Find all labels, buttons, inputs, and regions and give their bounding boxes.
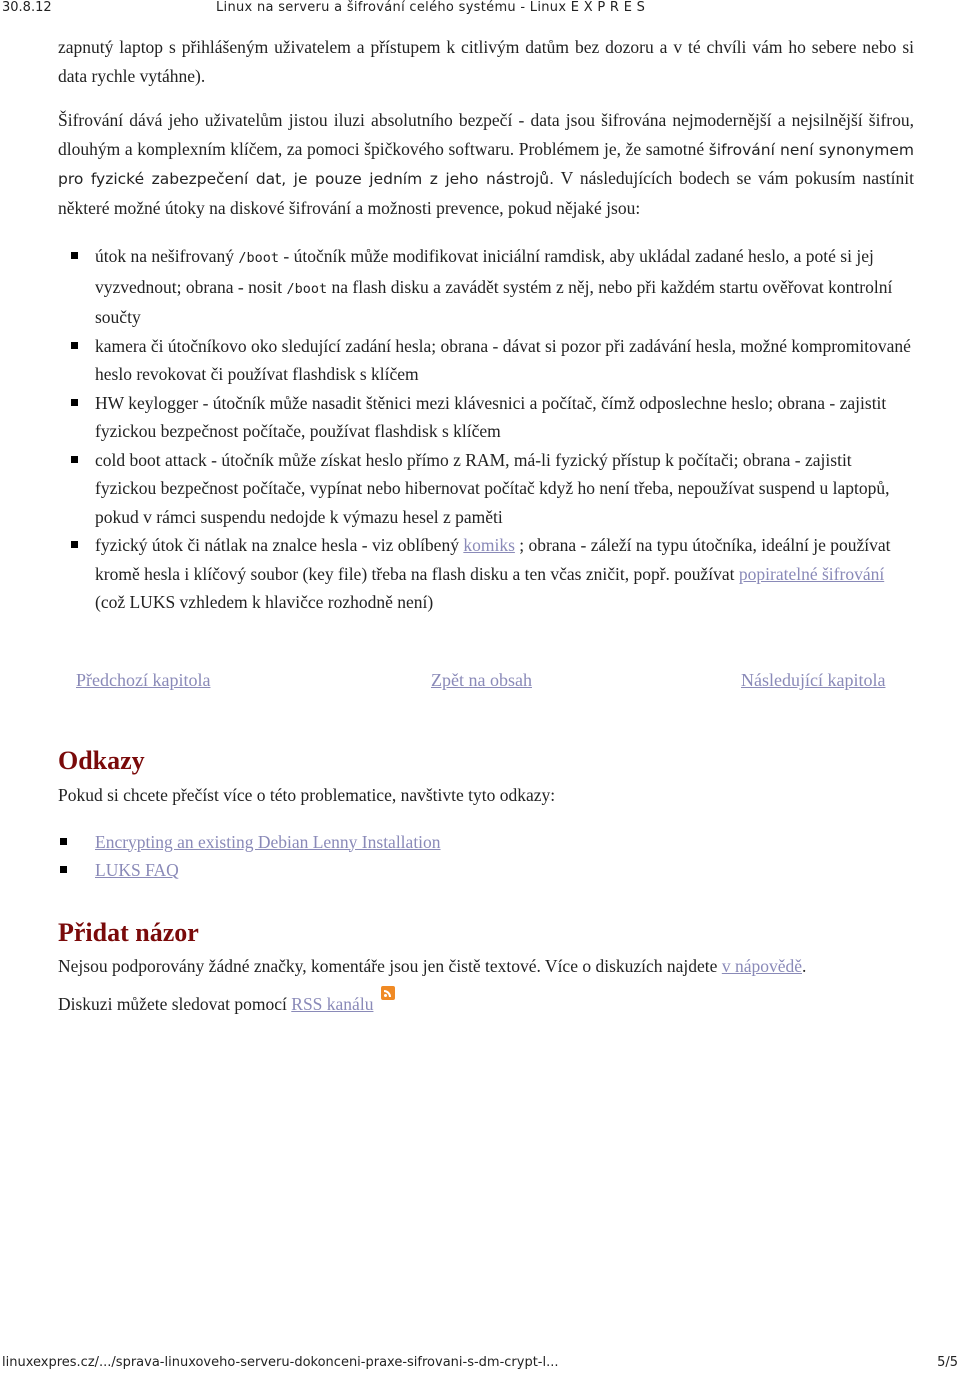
list-item: útok na nešifrovaný /boot - útočník může modifikovat iniciální ramdisk, aby ukládal zadané heslo, a poté si jej vyzvednout; obrana - nosit /boot na flash disku a zavádět systém z něj, nebo při každém startu ověřovat kontrolní součty bbox=[58, 242, 914, 332]
print-date: 30.8.12 bbox=[2, 0, 52, 15]
table-of-contents-link[interactable]: Zpět na obsah bbox=[431, 670, 532, 690]
links-section bbox=[58, 745, 918, 885]
bullet-icon bbox=[60, 866, 67, 873]
print-url: linuxexpres.cz/.../sprava-linuxoveho-serveru-dokonceni-praxe-sifrovani-s-dm-crypt-l... bbox=[2, 1355, 559, 1370]
links-heading: Odkazy bbox=[58, 746, 145, 775]
print-page-title: Linux na serveru a šifrování celého systému - Linux E X P R E S bbox=[216, 0, 646, 15]
links-intro: Pokud si chcete přečíst více o této problematice, navštivte tyto odkazy: bbox=[58, 785, 556, 805]
list-item: HW keylogger - útočník může nasadit štěnici mezi klávesnici a počítač, čímž odposlechne heslo; obrana - zajistit fyzickou bezpečnost počítače, používat flashdisk s klíčem bbox=[58, 389, 914, 446]
rss-feed-link[interactable]: RSS kanálu bbox=[291, 993, 374, 1014]
article-content bbox=[58, 33, 914, 617]
links-list bbox=[58, 828, 918, 885]
luks-faq-link[interactable]: LUKS FAQ bbox=[95, 860, 179, 880]
comment-heading: Přidat názor bbox=[58, 918, 199, 947]
code-boot: /boot bbox=[286, 280, 328, 297]
list-item: kamera či útočníkovo oko sledující zadání hesla; obrana - dávat si pozor při zadávání hesla, možné kompromitované heslo revokovat či používat flashdisk s klíčem bbox=[58, 332, 914, 389]
intro-p2-end: V následujících bodech se vám pokusím nastínit některé možné útoky na diskové šifrování a možnosti prevence, pokud nějaké jsou: bbox=[58, 168, 914, 218]
attack-list bbox=[58, 242, 914, 617]
list-item: fyzický útok či nátlak na znalce hesla - viz oblíbený komiks ; obrana - záleží na typu útočníka, ideální je používat kromě hesla i klíčový soubor (key file) třeba na flash disku a ten včas zničit, popř. používat popiratelné šifrování (což LUKS vzhledem k hlavičce rozhodně není) bbox=[58, 531, 914, 617]
help-link[interactable]: v nápovědě bbox=[721, 956, 802, 976]
intro-p2-serif: Šifrování dává jeho uživatelům jistou iluzi absolutního bezpečí - data jsou šifrována nejmodernější a nejsilnější šifrou, dlouhým a komplexním klíčem, za pomoci špičkového softwaru. Problémem je, že samotné bbox=[58, 110, 914, 159]
code-boot: /boot bbox=[238, 250, 280, 266]
rss-icon[interactable] bbox=[381, 986, 395, 1000]
deniable-encryption-link[interactable]: popiratelné šifrování bbox=[738, 563, 885, 584]
list-item bbox=[58, 828, 918, 857]
bullet-icon bbox=[60, 838, 67, 845]
comment-info: Nejsou podporovány žádné značky, komentáře jsou jen čistě textové. Více o diskuzích najdete v nápovědě. bbox=[58, 956, 807, 976]
bullet-icon bbox=[71, 399, 78, 406]
comic-link[interactable]: komiks bbox=[463, 535, 515, 555]
print-header bbox=[0, 0, 960, 20]
intro-paragraph-2 bbox=[58, 106, 914, 222]
print-footer bbox=[0, 1355, 960, 1375]
list-item: cold boot attack - útočník může získat heslo přímo z RAM, má-li fyzický přístup k počítači; obrana - zajistit fyzickou bezpečnost počítače, vypínat nebo hibernovat počítač když ho není třeba, nepoužívat suspend u laptopů, pokud v rámci suspendu nedojde k výmazu hesel z paměti bbox=[58, 446, 914, 532]
chapter-navigation bbox=[0, 670, 960, 700]
bullet-icon bbox=[71, 342, 78, 349]
intro-paragraph-1: zapnutý laptop s přihlášeným uživatelem a přístupem k citlivým datům bez dozoru a v té chvíli vám ho sebere nebo si data rychle vytáhne). bbox=[58, 37, 914, 86]
rss-line: Diskuzi můžete sledovat pomocí RSS kanálu bbox=[58, 990, 918, 1019]
next-chapter-link[interactable]: Následující kapitola bbox=[741, 670, 886, 690]
bullet-icon bbox=[71, 456, 78, 463]
debian-lenny-link[interactable]: Encrypting an existing Debian Lenny Installation bbox=[95, 831, 441, 852]
page-number: 5/5 bbox=[937, 1355, 958, 1370]
bullet-icon bbox=[71, 541, 78, 548]
intro-p2-sans: šifrování není synonymem pro fyzické zabezpečení dat, je pouze jedním z jeho nástrojů. bbox=[58, 140, 914, 188]
list-item bbox=[58, 856, 918, 885]
comment-section bbox=[58, 917, 918, 1018]
previous-chapter-link[interactable]: Předchozí kapitola bbox=[76, 670, 211, 690]
bullet-icon bbox=[71, 252, 78, 259]
